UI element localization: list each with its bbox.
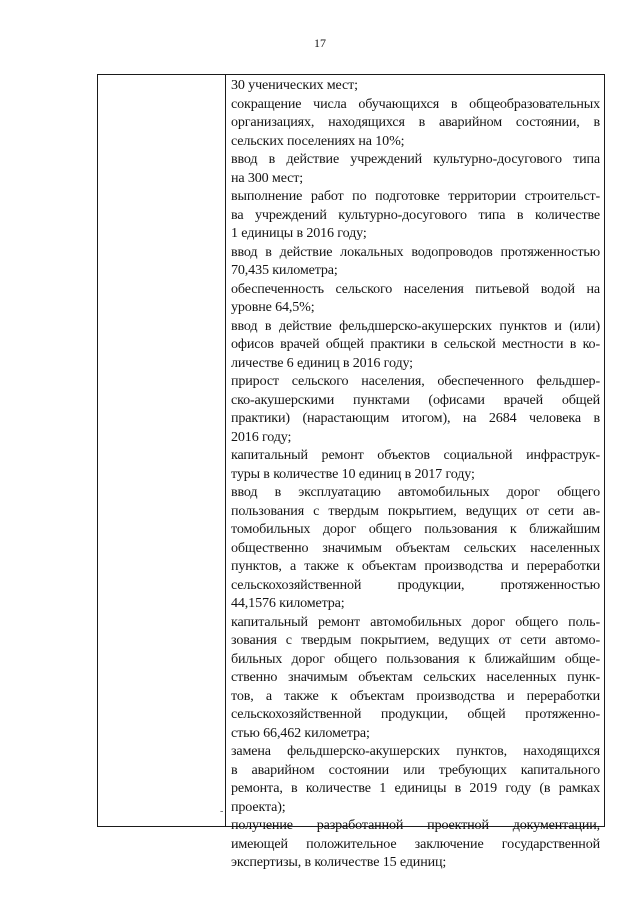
text-line: 1 единицы в 2016 году; (231, 225, 367, 241)
column-divider (225, 75, 226, 826)
text-line: тов, а также к объектам производства и переработки (231, 687, 600, 704)
text-line: капитальный ремонт автомобильных дорог общего поль- (231, 613, 600, 630)
text-line: ввод в действие фельдшерско-акушерских пунктов и (или) (231, 317, 600, 334)
text-line: 70,435 километра; (231, 262, 338, 278)
text-line: сельскохозяйственной продукции, общей протяженно- (231, 706, 600, 722)
text-line: зования с твердым покрытием, ведущих от сети автомо- (231, 632, 600, 648)
text-line: офисов врачей общей практики в сельской местности в ко- (231, 336, 600, 352)
text-line: экспертизы, в количестве 15 единиц; (231, 854, 447, 870)
text-line: 2016 году; (231, 428, 292, 445)
text-line: сельских поселениях на 10%; (231, 132, 405, 149)
text-line: ственно значимым объектам сельских населенных пунк- (231, 669, 600, 685)
table-cell-text (231, 76, 600, 872)
text-line: стью 66,462 километра; (231, 724, 370, 741)
text-line: бильных дорог общего пользования к ближайшим обще- (231, 650, 600, 667)
text-line: прирост сельского населения, обеспеченного фельдшер- (231, 373, 600, 389)
page-number: 17 (314, 36, 326, 50)
text-line: в аварийном состоянии или требующих капитального (231, 761, 600, 778)
text-line: ско-акушерскими пунктами (офисами врачей общей (231, 391, 600, 408)
text-line: проекта); (231, 798, 286, 815)
text-line: туры в количестве 10 единиц в 2017 году; (231, 465, 475, 482)
text-line: ввод в действие локальных водопроводов протяженностью (231, 243, 600, 260)
text-line: ва учреждений культурно-досугового типа в количестве (231, 206, 600, 223)
text-line: ремонта, в количестве 1 единицы в 2019 году (в рамках (231, 780, 600, 796)
text-line: организациях, находящихся в аварийном состоянии, в (231, 114, 600, 130)
text-line: выполнение работ по подготовке территории строительст- (231, 188, 600, 204)
text-line: ввод в действие учреждений культурно-досугового типа (231, 151, 600, 167)
text-line: замена фельдшерско-акушерских пунктов, находящихся (231, 743, 600, 759)
text-line: личестве 6 единиц в 2016 году; (231, 354, 413, 371)
text-line: томобильных дорог общего пользования к ближайшим (231, 521, 600, 537)
text-line: практики) (нарастающим итогом), на 2684 человека в (231, 410, 600, 426)
text-line: капитальный ремонт объектов социальной инфраструк- (231, 447, 600, 463)
text-line: 30 ученических мест; (231, 77, 358, 93)
text-line: 44,1576 километра; (231, 595, 345, 611)
text-line: сокращение числа обучающихся в общеобразовательных (231, 95, 600, 112)
text-line: сельскохозяйственной продукции, протяженностью (231, 576, 600, 593)
text-line: уровне 64,5%; (231, 299, 315, 315)
text-line: пунктов, а также к объектам производства и переработки (231, 558, 600, 574)
text-line: общественно значимым объектам сельских населенных (231, 539, 600, 556)
text-line: на 300 мест; (231, 169, 304, 186)
text-line: имеющей положительное заключение государственной (231, 835, 600, 852)
text-line: ввод в эксплуатацию автомобильных дорог общего (231, 484, 600, 500)
text-line: получение разработанной проектной документации, (231, 817, 600, 833)
margin-mark: - (220, 806, 224, 817)
content-table (97, 74, 605, 870)
text-line: пользования с твердым покрытием, ведущих от сети ав- (231, 502, 600, 519)
text-line: обеспеченность сельского населения питьевой водой на (231, 280, 600, 297)
